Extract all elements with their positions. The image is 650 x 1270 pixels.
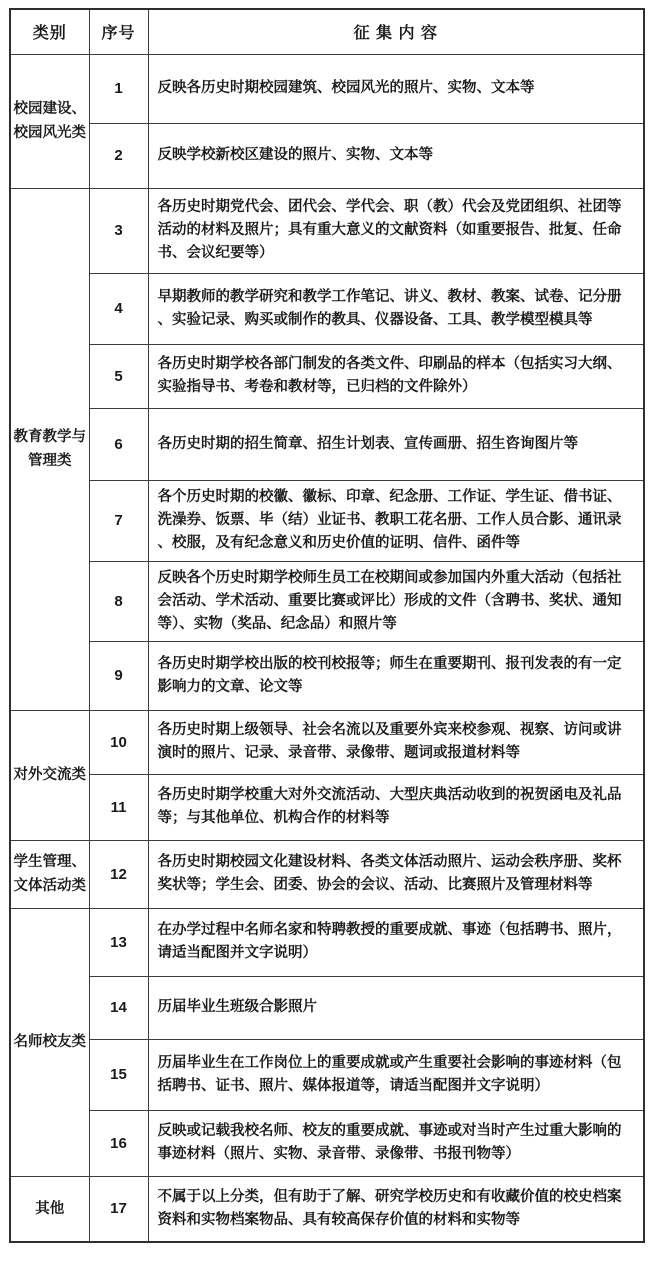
category-cell-exchange: 对外交流类 — [10, 710, 89, 840]
seq-cell-14: 14 — [89, 976, 148, 1039]
table-row-7 — [10, 480, 644, 561]
table-row-4 — [10, 273, 644, 344]
seq-cell-17: 17 — [89, 1176, 148, 1242]
table-row-3 — [10, 188, 644, 273]
table-row-13 — [10, 908, 644, 976]
content-cell-10: 各历史时期上级领导、社会名流以及重要外宾来校参观、视察、访问或讲演时的照片、记录、录音带、录像带、题词或报道材料等 — [148, 710, 644, 774]
category-cell-education: 教育教学与管理类 — [10, 188, 89, 710]
content-cell-11: 各历史时期学校重大对外交流活动、大型庆典活动收到的祝贺函电及礼品等；与其他单位、机构合作的材料等 — [148, 774, 644, 840]
content-cell-7: 各个历史时期的校徽、徽标、印章、纪念册、工作证、学生证、借书证、洗澡券、饭票、毕（结）业证书、教职工花名册、工作人员合影、通讯录、校服，及有纪念意义和历史价值的证明、信件、函件等 — [148, 480, 644, 561]
content-cell-3: 各历史时期党代会、团代会、学代会、职（教）代会及党团组织、社团等活动的材料及照片；具有重大意义的文献资料（如重要报告、批复、任命书、会议纪要等） — [148, 188, 644, 273]
table-row-14 — [10, 976, 644, 1039]
content-cell-13: 在办学过程中名师名家和特聘教授的重要成就、事迹（包括聘书、照片，请适当配图并文字说明） — [148, 908, 644, 976]
seq-cell-4: 4 — [89, 273, 148, 344]
table-row-2 — [10, 123, 644, 188]
table-row-15 — [10, 1039, 644, 1110]
header-number: 序号 — [89, 9, 148, 54]
header-row — [10, 9, 644, 54]
category-cell-campus: 校园建设、校园风光类 — [10, 54, 89, 188]
seq-cell-1: 1 — [89, 54, 148, 123]
seq-cell-10: 10 — [89, 710, 148, 774]
content-cell-12: 各历史时期校园文化建设材料、各类文体活动照片、运动会秩序册、奖杯奖状等；学生会、团委、协会的会议、活动、比赛照片及管理材料等 — [148, 840, 644, 908]
table-row-11 — [10, 774, 644, 840]
content-cell-4: 早期教师的教学研究和教学工作笔记、讲义、教材、教案、试卷、记分册、实验记录、购买或制作的教具、仪器设备、工具、教学模型模具等 — [148, 273, 644, 344]
category-cell-other: 其他 — [10, 1176, 89, 1242]
seq-cell-11: 11 — [89, 774, 148, 840]
content-cell-6: 各历史时期的招生简章、招生计划表、宣传画册、招生咨询图片等 — [148, 408, 644, 480]
content-cell-15: 历届毕业生在工作岗位上的重要成就或产生重要社会影响的事迹材料（包括聘书、证书、照片、媒体报道等，请适当配图并文字说明） — [148, 1039, 644, 1110]
table-row-6 — [10, 408, 644, 480]
content-cell-14: 历届毕业生班级合影照片 — [148, 976, 644, 1039]
category-cell-alumni: 名师校友类 — [10, 908, 89, 1176]
content-cell-2: 反映学校新校区建设的照片、实物、文本等 — [148, 123, 644, 188]
table-row-8 — [10, 561, 644, 641]
content-cell-9: 各历史时期学校出版的校刊校报等；师生在重要期刊、报刊发表的有一定影响力的文章、论文等 — [148, 641, 644, 710]
header-content: 征 集 内 容 — [148, 9, 644, 54]
seq-cell-13: 13 — [89, 908, 148, 976]
content-cell-16: 反映或记载我校名师、校友的重要成就、事迹或对当时产生过重大影响的事迹材料（照片、实物、录音带、录像带、书报刊物等） — [148, 1110, 644, 1176]
seq-cell-7: 7 — [89, 480, 148, 561]
content-cell-5: 各历史时期学校各部门制发的各类文件、印刷品的样本（包括实习大纲、实验指导书、考卷和教材等，已归档的文件除外） — [148, 344, 644, 408]
content-cell-1: 反映各历史时期校园建筑、校园风光的照片、实物、文本等 — [148, 54, 644, 123]
seq-cell-15: 15 — [89, 1039, 148, 1110]
seq-cell-8: 8 — [89, 561, 148, 641]
header-category: 类别 — [10, 9, 89, 54]
table-row-12 — [10, 840, 644, 908]
table-row-9 — [10, 641, 644, 710]
seq-cell-9: 9 — [89, 641, 148, 710]
seq-cell-2: 2 — [89, 123, 148, 188]
table-row-5 — [10, 344, 644, 408]
seq-cell-6: 6 — [89, 408, 148, 480]
category-cell-student: 学生管理、文体活动类 — [10, 840, 89, 908]
seq-cell-12: 12 — [89, 840, 148, 908]
seq-cell-16: 16 — [89, 1110, 148, 1176]
collection-table — [9, 8, 645, 1243]
table-row-10 — [10, 710, 644, 774]
content-cell-17: 不属于以上分类，但有助于了解、研究学校历史和有收藏价值的校史档案资料和实物档案物品、具有较高保存价值的材料和实物等 — [148, 1176, 644, 1242]
seq-cell-3: 3 — [89, 188, 148, 273]
table-row-1 — [10, 54, 644, 123]
seq-cell-5: 5 — [89, 344, 148, 408]
content-cell-8: 反映各个历史时期学校师生员工在校期间或参加国内外重大活动（包括社会活动、学术活动、重要比赛或评比）形成的文件（含聘书、奖状、通知等）、实物（奖品、纪念品）和照片等 — [148, 561, 644, 641]
table-row-17 — [10, 1176, 644, 1242]
table-row-16 — [10, 1110, 644, 1176]
